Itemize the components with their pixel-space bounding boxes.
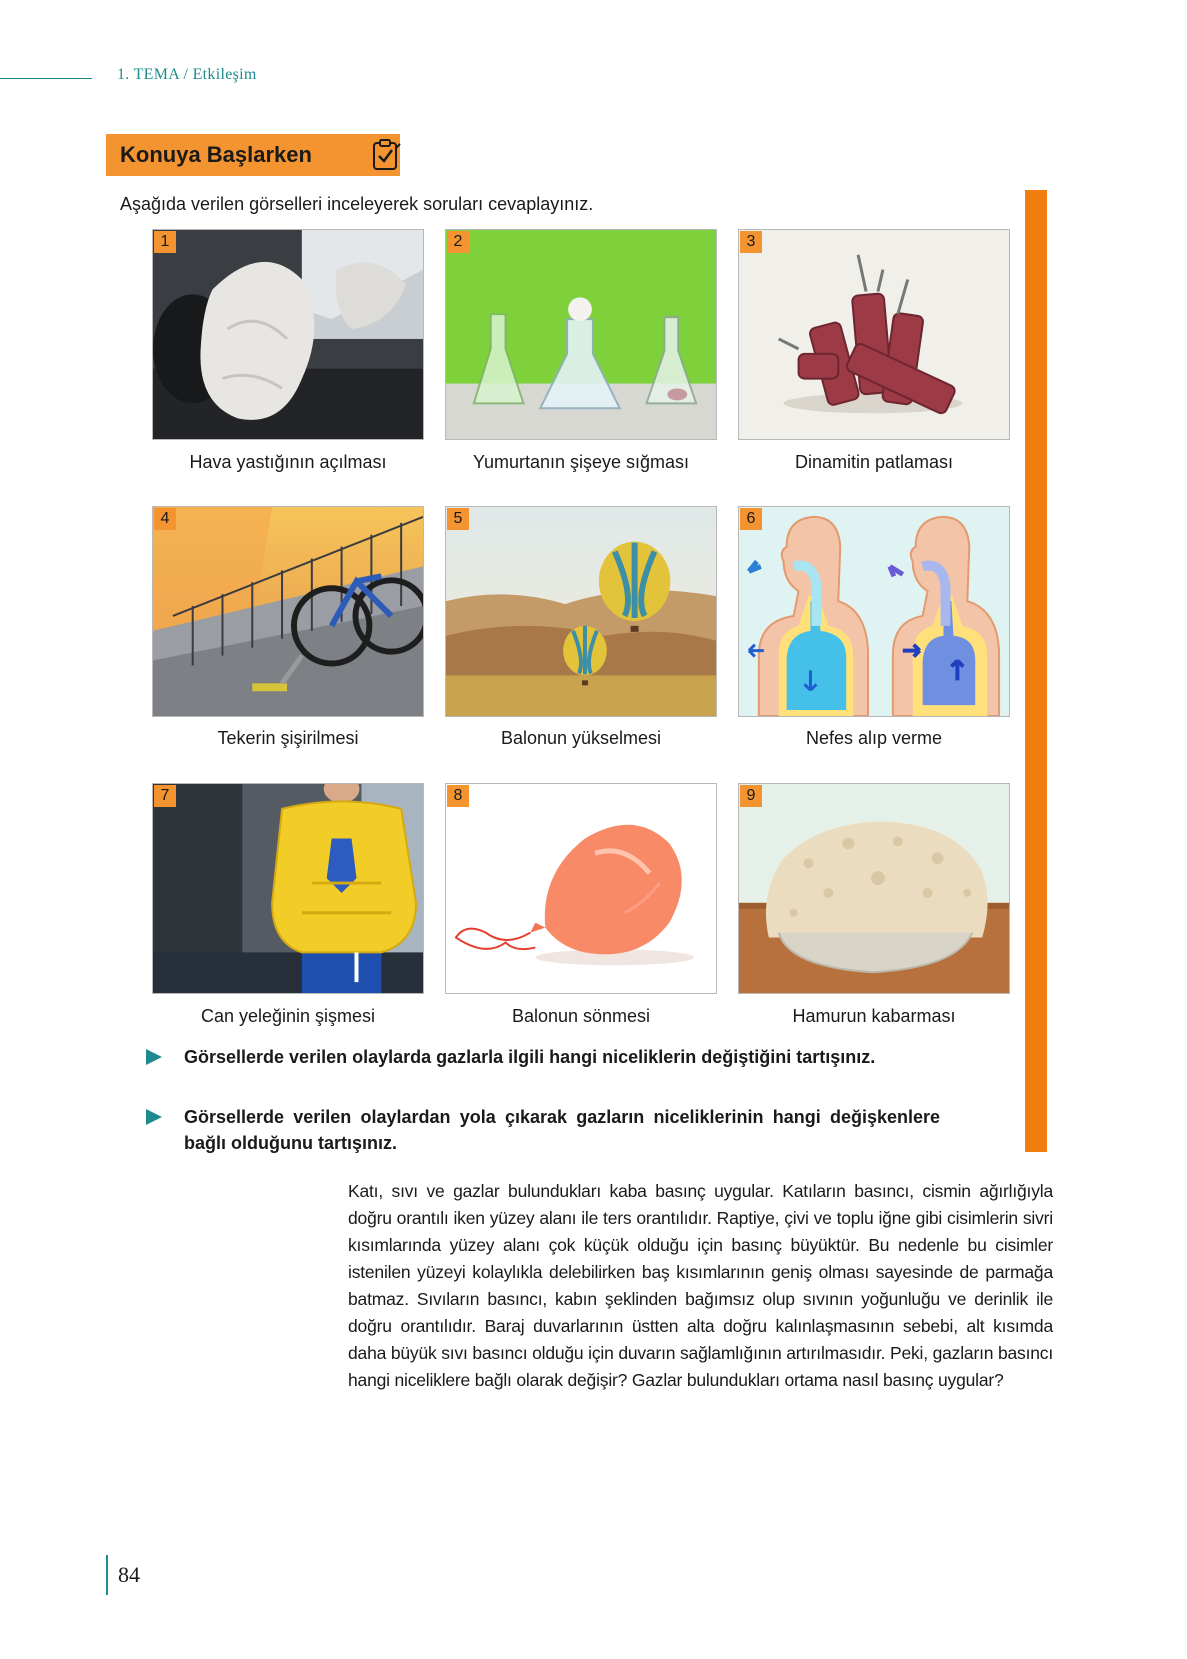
question-2 [148, 1104, 940, 1156]
image-caption: Balonun yükselmesi [500, 728, 662, 748]
rising-dough-photo [739, 784, 1009, 993]
section-title: Konuya Başlarken [120, 142, 312, 167]
image-number: 4 [154, 508, 176, 530]
image-card-3 [738, 229, 1010, 440]
image-card-7 [152, 783, 424, 994]
flasks-photo [446, 230, 716, 439]
arrow-right-icon [146, 1049, 162, 1065]
image-card-2 [445, 229, 717, 440]
question-text: Görsellerde verilen olaylardan yola çıkarak gazların niceliklerinin hangi değişkenlere bağlı olduğunu tartışınız. [184, 1107, 940, 1153]
image-caption: Nefes alıp verme [805, 728, 943, 748]
image-caption: Balonun sönmesi [511, 1006, 651, 1026]
image-number: 2 [447, 231, 469, 253]
body-paragraph: Katı, sıvı ve gazlar bulundukları kaba basınç uygular. Katıların basıncı, cismin ağırlığıyla doğru orantılı iken yüzey alanı ile ters orantılıdır. Raptiye, çivi ve toplu iğne gibi cisimlerin sivri kısımlarında yüzey alanı çok küçük olduğu için basınç büyüktür. Bu nedenle bu cisimler istenilen yüzeyi kolaylıkla delebilirken baş kısımlarının geniş olması sayesinde de parmağa batmaz. Sıvıların basıncı, kabın şeklinden bağımsız olup sıvının yoğunluğu ve derinlik ile doğru orantılıdır. Baraj duvarlarının üstten alta doğru kalınlaşmasının sebebi, alt kısımda daha büyük sıvı basıncı olduğu için duvarın sağlamlığının artırılmasıdır. Peki, gazların basıncı hangi niceliklere bağlı olarak değişir? Gazlar bulundukları ortama nasıl basınç uygular? [348, 1181, 1053, 1390]
breathing-diagram [739, 507, 1009, 716]
page-number-rule [106, 1555, 108, 1595]
page-number: 84 [118, 1562, 140, 1587]
image-number: 7 [154, 785, 176, 807]
image-card-8 [445, 783, 717, 994]
image-caption: Yumurtanın şişeye sığması [472, 452, 690, 472]
side-accent-bar [1025, 190, 1047, 1152]
deflated-balloon-photo [446, 784, 716, 993]
image-caption: Can yeleğinin şişmesi [200, 1006, 376, 1026]
image-caption: Hava yastığının açılması [189, 452, 387, 472]
image-caption: Dinamitin patlaması [794, 452, 954, 472]
image-number: 9 [740, 785, 762, 807]
life-vest-photo [153, 784, 423, 993]
image-number: 8 [447, 785, 469, 807]
image-number: 3 [740, 231, 762, 253]
image-number: 5 [447, 508, 469, 530]
image-card-1 [152, 229, 424, 440]
image-card-9 [738, 783, 1010, 994]
arrow-right-icon [146, 1109, 162, 1125]
image-number: 6 [740, 508, 762, 530]
image-caption: Hamurun kabarması [792, 1006, 956, 1026]
image-caption: Tekerin şişirilmesi [217, 728, 359, 748]
image-number: 1 [154, 231, 176, 253]
dynamite-photo [739, 230, 1009, 439]
breadcrumb: 1. TEMA / Etkileşim [117, 66, 257, 83]
image-card-6 [738, 506, 1010, 717]
question-text: Görsellerde verilen olaylarda gazlarla ilgili hangi niceliklerin değiştiğini tartışınız. [184, 1047, 876, 1067]
image-card-4 [152, 506, 424, 717]
clipboard-check-icon [370, 138, 402, 172]
question-1 [148, 1044, 940, 1070]
image-card-5 [445, 506, 717, 717]
header-rule [0, 78, 92, 79]
instruction-text: Aşağıda verilen görselleri inceleyerek soruları cevaplayınız. [120, 194, 594, 214]
bicycle-pump-photo [153, 507, 423, 716]
hot-air-balloons-photo [446, 507, 716, 716]
section-header [106, 134, 400, 176]
airbag-photo [153, 230, 423, 439]
